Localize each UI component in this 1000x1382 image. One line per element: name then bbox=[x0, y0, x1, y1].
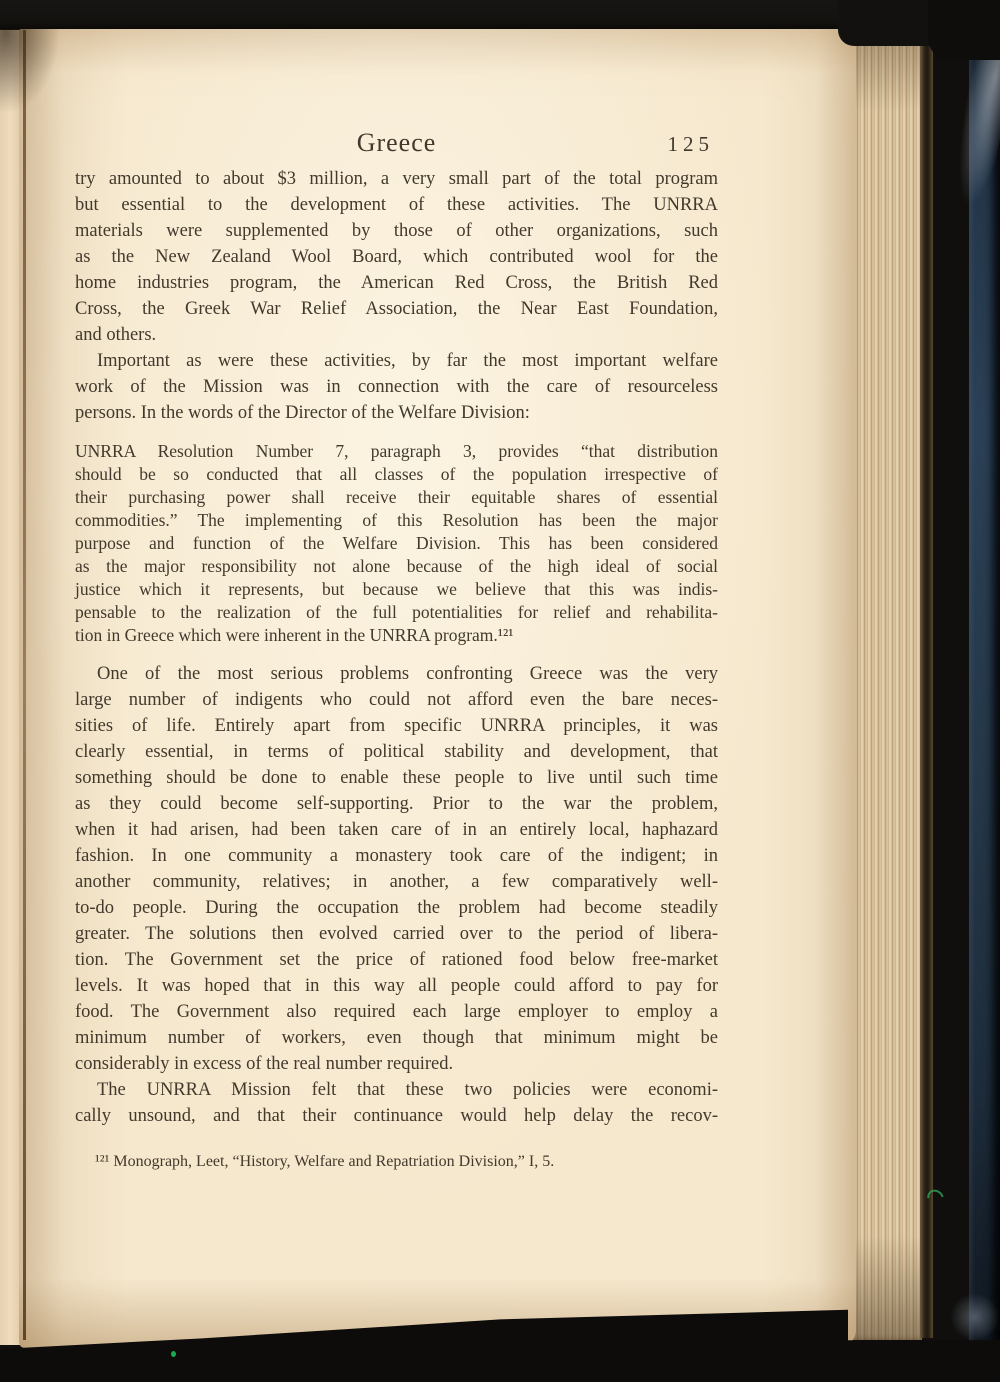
book-cover-spine bbox=[969, 30, 1000, 1352]
photo-top-corner-background bbox=[928, 0, 1000, 60]
text-line: justice which it represents, but because we believe that this was indis- bbox=[75, 579, 718, 599]
text-line: fashion. In one community a monastery took care of the indigent; in bbox=[75, 846, 718, 866]
text-line: should be so conducted that all classes of the population irrespective of bbox=[75, 464, 718, 484]
running-title: Greece bbox=[356, 128, 437, 157]
text-line: Cross, the Greek War Relief Association, the Near East Foundation, bbox=[75, 299, 718, 319]
text-line: persons. In the words of the Director of the Welfare Division: bbox=[75, 403, 530, 423]
text-line: when it had arisen, had been taken care of in an entirely local, haphazard bbox=[75, 820, 718, 840]
running-header bbox=[75, 128, 718, 158]
text-line: UNRRA Resolution Number 7, paragraph 3, provides “that distribution bbox=[75, 441, 718, 461]
text-line: something should be done to enable these people to live until such time bbox=[75, 768, 718, 788]
text-line: and others. bbox=[75, 325, 157, 345]
text-line: cally unsound, and that their continuance would help delay the recov- bbox=[75, 1106, 718, 1126]
paragraph bbox=[75, 348, 718, 426]
text-line: levels. It was hoped that in this way all people could afford to pay for bbox=[75, 976, 718, 996]
text-line: considerably in excess of the real number required. bbox=[75, 1054, 454, 1074]
gutter-crease-line bbox=[23, 30, 26, 1340]
page-number: 125 bbox=[667, 132, 714, 156]
paragraph bbox=[75, 166, 718, 348]
text-line: as the major responsibility not alone because of the high ideal of social bbox=[75, 556, 718, 576]
page-edges-gap-shadow bbox=[920, 36, 933, 1338]
text-line: to-do people. During the occupation the problem had become steadily bbox=[75, 898, 718, 918]
text-line: tion in Greece which were inherent in the UNRRA program.¹²¹ bbox=[75, 625, 514, 645]
paragraph bbox=[75, 1077, 718, 1129]
footnote: ¹²¹ Monograph, Leet, “History, Welfare and Repatriation Division,” I, 5. bbox=[95, 1153, 555, 1170]
text-line: commodities.” The implementing of this Resolution has been the major bbox=[75, 510, 718, 530]
text-line: Important as were these activities, by far the most important welfare bbox=[97, 351, 718, 371]
page-edges-far bbox=[933, 38, 969, 1343]
paragraph bbox=[75, 661, 718, 1077]
text-line: another community, relatives; in another, a few comparatively well- bbox=[75, 872, 718, 892]
block-quote bbox=[75, 440, 718, 647]
printed-text-block bbox=[75, 128, 718, 1172]
text-line: tion. The Government set the price of rationed food below free-market bbox=[75, 950, 718, 970]
text-line: but essential to the development of these activities. The UNRRA bbox=[75, 195, 718, 215]
text-line: food. The Government also required each large employer to employ a bbox=[75, 1002, 718, 1022]
book-page bbox=[19, 28, 856, 1348]
text-line: as they could become self-supporting. Prior to the war the problem, bbox=[75, 794, 718, 814]
text-line: work of the Mission was in connection with the care of resourceless bbox=[75, 377, 718, 397]
text-line: their purchasing power shall receive their equitable shares of essential bbox=[75, 487, 718, 507]
text-line: as the New Zealand Wool Board, which contributed wool for the bbox=[75, 247, 718, 267]
page-edges-near bbox=[848, 33, 922, 1340]
text-line: sities of life. Entirely apart from specific UNRRA principles, it was bbox=[75, 716, 718, 736]
text-line: greater. The solutions then evolved carried over to the period of libera- bbox=[75, 924, 718, 944]
text-line: home industries program, the American Red Cross, the British Red bbox=[75, 273, 718, 293]
text-line: One of the most serious problems confronting Greece was the very bbox=[97, 664, 718, 684]
green-dot-speck bbox=[171, 1351, 176, 1357]
text-line: The UNRRA Mission felt that these two policies were economi- bbox=[97, 1080, 718, 1100]
body-text bbox=[75, 166, 718, 1129]
text-line: large number of indigents who could not afford even the bare neces- bbox=[75, 690, 718, 710]
text-line: minimum number of workers, even though that minimum might be bbox=[75, 1028, 718, 1048]
text-line: pensable to the realization of the full potentialities for relief and rehabilita- bbox=[75, 602, 718, 622]
text-line: materials were supplemented by those of other organizations, such bbox=[75, 221, 718, 241]
text-line: clearly essential, in terms of political stability and development, that bbox=[75, 742, 718, 762]
text-line: purpose and function of the Welfare Division. This has been considered bbox=[75, 533, 718, 553]
text-line: try amounted to about $3 million, a very small part of the total program bbox=[75, 169, 718, 189]
